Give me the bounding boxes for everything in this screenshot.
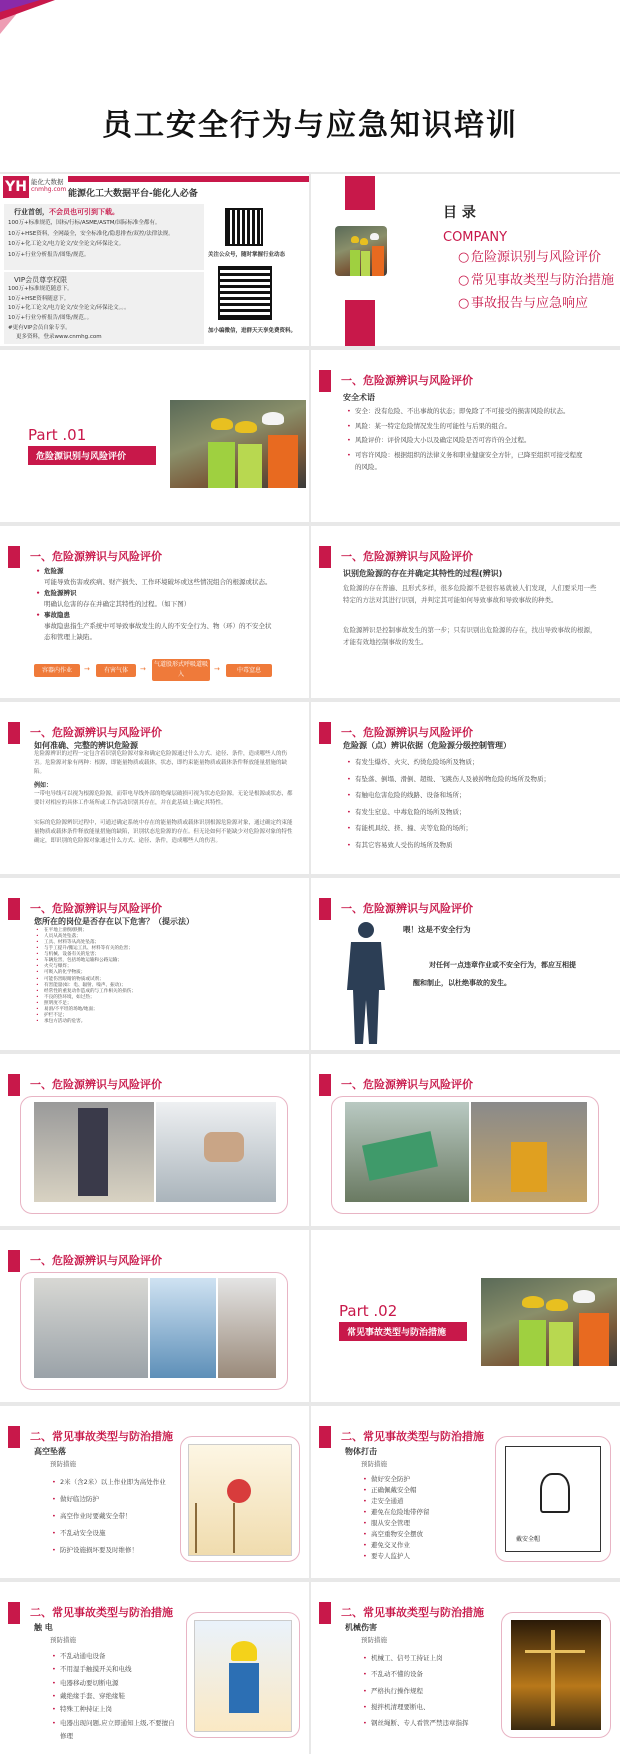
scene-detail: [551, 1630, 555, 1726]
slide-object-strike: [311, 1406, 620, 1578]
s1-item: 10万+行业分析报告/图集/规范。: [8, 252, 90, 259]
list-item: • 做好临边防护: [52, 1491, 176, 1508]
scene-photo: [218, 1278, 276, 1378]
logo-icon: YH: [3, 176, 29, 198]
section-title: 一、危险源辨识与风险评价: [30, 1078, 162, 1091]
list-item: • 钢丝绳断、专人看管严禁违章指挥: [363, 1715, 493, 1731]
header-bar: [319, 370, 331, 392]
title-slide: [0, 0, 620, 172]
scene-photo: [471, 1102, 587, 1202]
list-item: • 不乱动通电设备: [52, 1650, 180, 1663]
arrow-right-icon: →: [214, 665, 220, 673]
s2-head: VIP会员尊享权限: [14, 276, 68, 284]
list-item: • 易滑/不平坦的场地/地面；: [36, 1007, 276, 1013]
paragraph: 一带电导线可以视为根源危险源，而带电导线外部的绝缘层破损可视为状态危险源。无论是根源或状态，都要针对相应的具体工作场所或工作活动识别其存在，并在此基础上确定其特性。: [34, 791, 293, 807]
slide-electric: [0, 1582, 309, 1754]
scene-detail: [362, 1131, 438, 1181]
ladder-icon: [195, 1503, 235, 1553]
slide-how-identify: [0, 702, 309, 874]
header-bar: [319, 1074, 331, 1096]
list-item: • 风险评价：评价风险大小以及确定风险是否可容许的全过程。: [347, 435, 587, 447]
list-item: • 与机械、设备有关的危害；: [36, 952, 276, 958]
list-item: • 不良的热环境，如过热；: [36, 995, 276, 1001]
machinery-photo: [511, 1620, 601, 1730]
red-block: [345, 300, 375, 346]
slide-safety-terms: [311, 350, 620, 522]
part2-name: 常见事故类型与防治措施: [339, 1322, 467, 1341]
bullet-list: [52, 1474, 176, 1558]
section-title: 二、常见事故类型与防治措施: [30, 1430, 173, 1443]
brand-line1: 能化大数据: [31, 178, 64, 186]
list-item: • 火灾与爆炸；: [36, 964, 276, 970]
section-title: 一、危险源辨识与风险评价: [30, 550, 162, 563]
list-item: • 可能伤害眼睛的物质或试剂；: [36, 977, 276, 983]
slide-basis: [311, 702, 620, 874]
header-bar: [8, 1250, 20, 1272]
scene-detail: [204, 1132, 244, 1162]
list-item: • 严格执行操作规程: [363, 1683, 493, 1699]
section-title: 一、危险源辨识与风险评价: [30, 1254, 162, 1267]
section1-box: [4, 204, 204, 270]
scene-photo: [345, 1102, 469, 1202]
flow-step-4: 中毒窒息: [226, 664, 272, 677]
s2-item: 10万+行业分析报告/图集/规范。。: [8, 314, 93, 321]
slide-subtitle: 安全术语: [343, 393, 375, 402]
s2-item: 100万+标准规范随意下。: [8, 286, 73, 292]
qr-code-icon: [218, 266, 272, 320]
list-item: • 搅拌机清理要断电、: [363, 1699, 493, 1715]
paragraph: 危险源辨识是控制事故发生的第一步；只有识别出危险源的存在，找出导致事故的根源，才能有效地控制事故的发生。: [343, 626, 597, 647]
list-item: • 电器移动要切断电源: [52, 1677, 180, 1690]
slide-unsafe: [311, 878, 620, 1050]
list-item: • 走安全通道: [363, 1496, 487, 1507]
list-item: • 做好安全防护: [363, 1474, 487, 1485]
flow-step-3: 气道股形式呼吸道吸入: [152, 659, 210, 681]
slide-subtitle: 机械伤害: [345, 1623, 377, 1632]
toc-slide: [311, 174, 620, 346]
list-item: • 风险：某一特定危险情况发生的可能性与后果的组合。: [347, 421, 587, 433]
helmet-cartoon: [505, 1446, 601, 1552]
qr1-caption: 关注公众号，随时掌握行业动态: [208, 252, 286, 258]
flow-step-1: 容器内作业: [34, 664, 80, 677]
section2-box: [4, 272, 204, 344]
list-item: • 可吸入的化学物质；: [36, 970, 276, 976]
list-item: • 事故隐患: [36, 610, 276, 621]
list-item: • 机械工、信号工持证上岗: [363, 1650, 493, 1666]
list-item: • 有发生窒息、中毒危险的场所及物质；: [347, 804, 597, 821]
section-title: 一、危险源辨识与风险评价: [30, 902, 162, 915]
warning-line3: 醒和制止，以杜绝事故的发生。: [413, 979, 511, 987]
cartoon-detail: [227, 1479, 251, 1503]
s2-more[interactable]: 更多资料，登录www.cnmhg.com: [16, 334, 102, 341]
s2-list: [8, 285, 130, 343]
slide-subtitle: 高空坠落: [34, 1447, 66, 1456]
bullet-list: [52, 1650, 180, 1743]
list-item: • 危险源: [36, 566, 276, 577]
list-item: • 正确佩戴安全帽: [363, 1485, 487, 1496]
circle-icon: ○: [458, 272, 470, 288]
header-bar: [319, 1602, 331, 1624]
cartoon-detail: [229, 1663, 259, 1713]
arrow-right-icon: →: [84, 665, 90, 673]
part1-label: Part .01: [28, 426, 87, 444]
list-item: • 高空作业时要戴安全带！: [52, 1508, 176, 1525]
toc-item-3[interactable]: ○ 事故报告与应急响应: [458, 295, 589, 311]
header-bar: [8, 1602, 20, 1624]
part1-name: 危险源识别与风险评价: [28, 446, 156, 465]
toc-list: [458, 250, 617, 313]
section-title: 一、危险源辨识与风险评价: [341, 1078, 473, 1091]
header-bar: [319, 722, 331, 744]
list-item: • 在平地上滑倒/跌倒；: [36, 928, 276, 934]
slide-subtitle: 危险源（点）辨识依据（危险源分级控制管理）: [343, 741, 511, 750]
list-item-desc: 可能导致伤害或疾病、财产损失、工作环境破坏或这些情况组合的根源或状态。: [44, 578, 272, 587]
list-item: • 高空重物安全摆放: [363, 1529, 487, 1540]
qr2-caption: 加小编微信，进群天天享免费资料。: [208, 328, 297, 334]
section-title: 二、常见事故类型与防治措施: [341, 1606, 484, 1619]
list-item: • 经常性的重复动作造成的与工作相关的损伤；: [36, 989, 276, 995]
s1-item: 10万+化工论文/电力论文/安全论文/环保论文。: [8, 241, 125, 248]
s1-head: 行业首创，不会员也可引到下载。: [14, 208, 119, 216]
measures-label: 预防措施: [50, 1636, 76, 1644]
header-bar: [8, 898, 20, 920]
list-item-desc: 事故隐患指生产系统中可导致事故发生的人的不安全行为、物（环）的不安全状态和管理上缺陷。: [44, 622, 272, 642]
electric-cartoon: [194, 1620, 292, 1732]
scene-photo: [150, 1278, 216, 1378]
main-title: 员工安全行为与应急知识培训: [102, 108, 518, 143]
slide-subtitle: 识别危险源的存在并确定其特性的过程(辨识): [343, 569, 503, 578]
list-item: • 电器出现问题,应立即通知上级,不要擅自修理: [52, 1717, 180, 1744]
section-title: 二、常见事故类型与防治措施: [341, 1430, 484, 1443]
scene-photo: [156, 1102, 276, 1202]
measures-label: 预防措施: [361, 1460, 387, 1468]
header-bar: [319, 898, 331, 920]
toc-item-1[interactable]: ○ 危险源识别与风险评价: [458, 250, 602, 265]
toc-item-2[interactable]: ○ 常见事故类型与防治措施: [458, 272, 615, 288]
s2-item: #更有VIP会员自象专享。: [8, 324, 71, 331]
list-item: • 承包方活动的危害。: [36, 1019, 276, 1025]
list-item: • 危险源辨识: [36, 588, 276, 599]
bullet-list: [347, 754, 597, 853]
list-item: • 安全：没有危险、不出事故的状态；即免除了不可接受的损害风险的状态。: [347, 406, 587, 418]
bullet-list: [36, 928, 276, 1025]
list-item: • 有能机具绞、挤、撞、夹等危险的场所；: [347, 820, 597, 837]
example-label: 例如：: [34, 782, 53, 789]
circle-icon: ○: [458, 295, 470, 311]
s1-list: [8, 218, 174, 261]
bullet-list: [36, 566, 276, 643]
header-bar: [8, 546, 20, 568]
section-title: 二、常见事故类型与防治措施: [30, 1606, 173, 1619]
list-item: • 避免交叉作业: [363, 1540, 487, 1551]
list-item: • 不用湿手触摸开关和电线: [52, 1663, 180, 1676]
list-item: • 人员从高处坠落；: [36, 934, 276, 940]
workers-photo: [170, 400, 306, 488]
header-bar: [319, 1426, 331, 1448]
list-item: • 可容许风险：根据组织的法律义务和职业健康安全方针，已降至组织可接受程度的风险。: [347, 450, 587, 473]
platform-title: 能源化工大数据平台-能化人必备: [68, 189, 198, 199]
slide-prompt-list: [0, 878, 309, 1050]
section-title: 一、危险源辨识与风险评价: [341, 550, 473, 563]
list-item: • 服从安全管理: [363, 1518, 487, 1529]
section-title: 一、危险源辨识与风险评价: [341, 902, 473, 915]
slide-mechanical: [311, 1582, 620, 1754]
qr-code-icon: [225, 208, 263, 246]
list-item: • 工具、材料等从高处坠落；: [36, 940, 276, 946]
s1-item: 10万+HSE资料，全网最全，安全标准化/隐患排查/双控/法律法规。: [8, 230, 174, 237]
list-item-desc: 明确认危害的存在并确定其特性的过程。（如下图）: [44, 600, 191, 609]
header-bar: [319, 546, 331, 568]
scene-detail: [525, 1650, 585, 1653]
slide-subtitle: 物体打击: [345, 1447, 377, 1456]
slide-photos-1: [0, 1054, 309, 1226]
businessman-silhouette-icon: [341, 920, 391, 1046]
slide-fall: [0, 1406, 309, 1578]
fall-cartoon: [188, 1444, 292, 1556]
list-item: • 防护设施损坏要及时维修！: [52, 1542, 176, 1559]
measures-label: 预防措施: [361, 1636, 387, 1644]
list-item: • 有其它容易致人受伤的场所及物质: [347, 837, 597, 854]
list-item: • 护栏不足；: [36, 1013, 276, 1019]
slide-hazard-defs: [0, 526, 309, 698]
paragraph: 危险源辨识的过程一定包含着识别危险源对象和确定危险源通过什么方式、途径、条件，造成哪些人的伤害。危险源对象有两种：根源，即能量物质或载体，状态，即约束能量物质或载体条件释放能量措施的缺陷。: [34, 751, 288, 776]
list-item: • 不乱动安全设施: [52, 1525, 176, 1542]
list-item: • 有害能量(如：电、辐射、噪声、振动)；: [36, 983, 276, 989]
list-item: • 不乱动不懂的设备: [363, 1666, 493, 1682]
scene-photo: [34, 1102, 154, 1202]
list-item: • 有触电危害危险的线路、设备和场所；: [347, 787, 597, 804]
corner-decor: [0, 0, 40, 12]
scene-photo: [34, 1278, 148, 1378]
list-item: • 有发生爆炸、火灾、灼烫危险场所及物质；: [347, 754, 597, 771]
list-item: • 要专人监护人: [363, 1551, 487, 1562]
header-bar: [8, 1074, 20, 1096]
bullet-list: [347, 406, 587, 473]
measures-label: 预防措施: [50, 1460, 76, 1468]
slide-subtitle: 触 电: [34, 1623, 53, 1632]
cartoon-caption: 戴安全帽: [516, 1536, 541, 1543]
slide-photos-2: [311, 1054, 620, 1226]
toc-subtitle: COMPANY: [443, 230, 508, 245]
red-bar: [68, 176, 309, 182]
bullet-list: [363, 1650, 493, 1731]
toc-title: 目 录: [443, 205, 476, 221]
list-item: • 2米（含2米）以上作业即为高处作业: [52, 1474, 176, 1491]
s2-item: 10万+化工论文/电力论文/安全论文/环保论文。。。: [8, 305, 130, 312]
cartoon-detail: [231, 1641, 257, 1661]
workers-photo: [335, 226, 387, 276]
list-item: • 与手工提升/搬运工具、材料等有关的危害；: [36, 946, 276, 952]
workers-photo: [481, 1278, 617, 1366]
scene-detail: [78, 1108, 108, 1196]
circle-icon: ○: [458, 250, 470, 265]
flow-step-2: 有害气体: [96, 664, 136, 677]
warning-line1: 喂！这是不安全行为: [403, 925, 471, 934]
slide-identification: [311, 526, 620, 698]
section-title: 一、危险源辨识与风险评价: [30, 726, 162, 739]
paragraph: 危险源的存在普遍、且形式多样，很多危险源不是很容易就被人们发现，人们要采用一些特定的方法对其进行识别，并判定其可能如何导致事故和导致事故的种类。: [343, 584, 597, 605]
section-title: 一、危险源辨识与风险评价: [341, 726, 473, 739]
red-block: [345, 176, 375, 210]
warning-line2: 对任何一点违章作业或不安全行为，都应互相提: [429, 961, 576, 969]
paragraph: 实际的危险源辨识过程中，可通过确定系统中存在的能量物质或载体识别根源危险源对象，通过确定约束能量物质或载体条件释放能量措施的缺陷，识别状态危险源的存在。但无论如何不能缺少对危险源对象的特性确定，即识别的危险源对象通过什么方式、途径、条件，造成哪些人的伤害。: [34, 820, 293, 845]
list-item: • 车辆危害，包括场地运输和公路运输；: [36, 958, 276, 964]
cartoon-detail: [540, 1473, 570, 1513]
part2-label: Part .02: [339, 1302, 398, 1320]
slide-photos-3: [0, 1230, 309, 1402]
header-bar: [8, 722, 20, 744]
ad-slide: [0, 174, 309, 346]
slide-subtitle: 您所在的岗位是否存在以下危害？（提示法）: [34, 917, 194, 926]
arrow-right-icon: →: [140, 665, 146, 673]
part1-slide: [0, 350, 309, 522]
scene-detail: [511, 1142, 547, 1192]
s2-item: 10万+HSE资料随意下。: [8, 295, 70, 302]
list-item: • 避免在危险地带停留: [363, 1507, 487, 1518]
part2-slide: [311, 1230, 620, 1402]
brand-line2: cnmhg.com: [31, 186, 67, 193]
list-item: • 戴绝缘手套、穿绝缘鞋: [52, 1690, 180, 1703]
section-title: 一、危险源辨识与风险评价: [341, 374, 473, 387]
list-item: • 有坠落、倒塌、滑倒、超级、飞跳伤人及被掉物危险的场所及物质；: [347, 771, 597, 788]
list-item: • 照明度不足；: [36, 1001, 276, 1007]
list-item: • 特殊工种持证上岗: [52, 1703, 180, 1716]
header-bar: [8, 1426, 20, 1448]
s1-item: 100万+标准规范，国标/行标/ASME/ASTM/国际标准全都有。: [8, 220, 161, 226]
bullet-list: [363, 1474, 487, 1562]
slide-subtitle: 如何准确、完整的辨识危险源: [34, 741, 138, 750]
